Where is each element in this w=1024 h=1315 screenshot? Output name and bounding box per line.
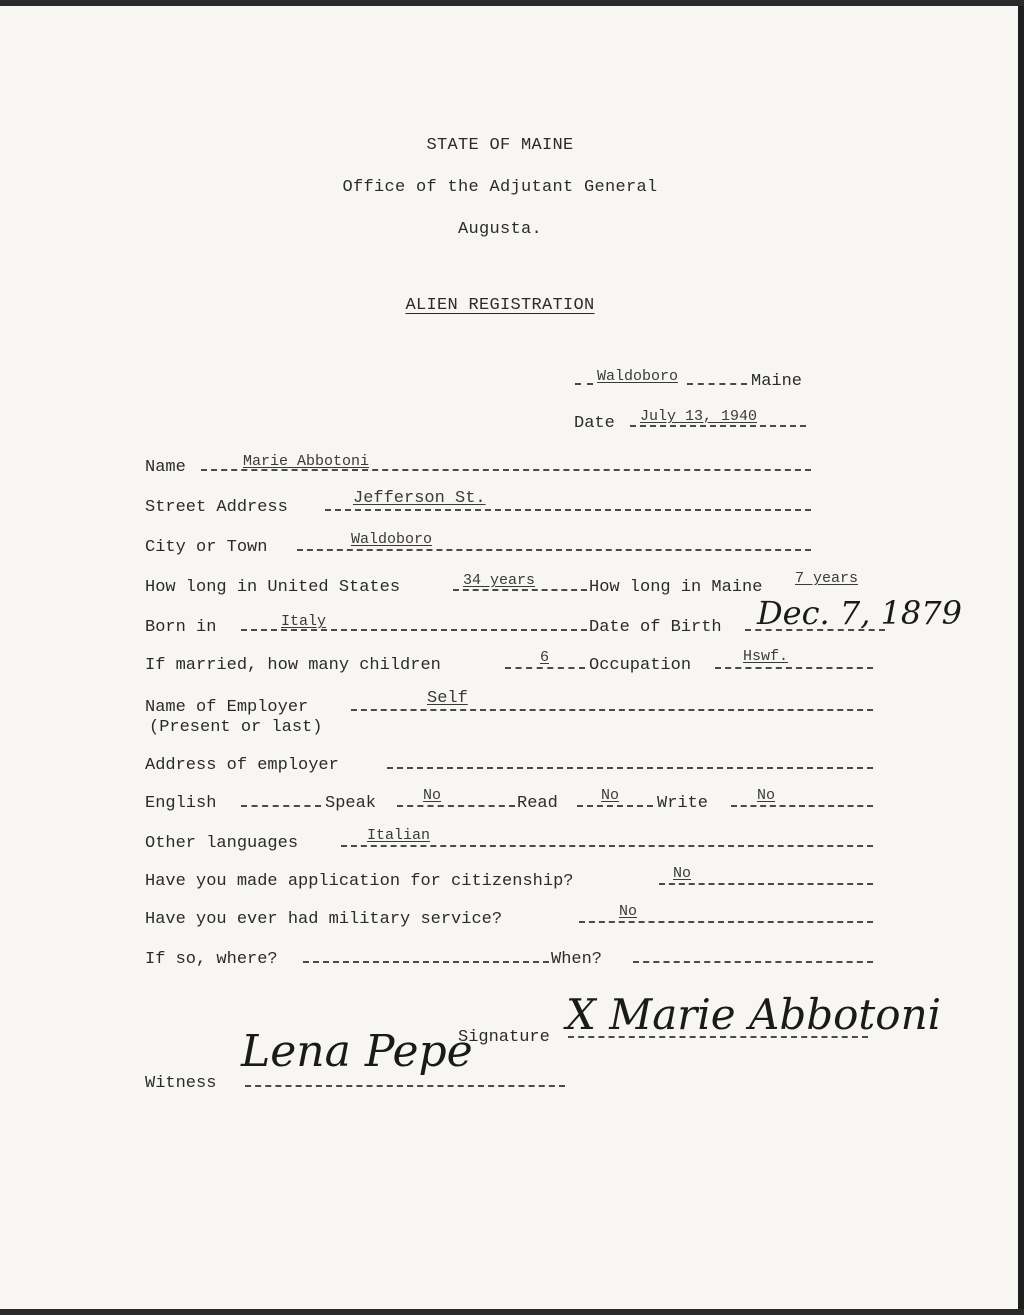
how-long-us-label: How long in United States — [145, 578, 401, 597]
military-row — [145, 903, 875, 934]
dash — [579, 921, 873, 923]
where-row — [145, 950, 875, 974]
children-row — [145, 648, 875, 680]
write-value: No — [757, 787, 776, 804]
street-value: Jefferson St. — [353, 489, 486, 508]
children-label: If married, how many children — [145, 656, 441, 675]
dash — [659, 883, 873, 885]
dash — [505, 667, 585, 669]
name-label: Name — [145, 458, 186, 477]
date-value: July 13, 1940 — [640, 408, 758, 425]
citizenship-value: No — [673, 865, 692, 882]
witness-value: Lena Pepe — [241, 1026, 473, 1077]
street-row — [145, 489, 815, 522]
speak-label: Speak — [325, 794, 377, 813]
header-office: Office of the Adjutant General — [342, 178, 658, 197]
dash — [577, 805, 653, 807]
city-label: City or Town — [145, 538, 268, 557]
citizenship-label: Have you made application for citizenship? — [145, 872, 574, 891]
place-town: Waldoboro — [597, 368, 679, 385]
military-value: No — [619, 903, 638, 920]
born-value: Italy — [281, 613, 327, 630]
occupation-value: Hswf. — [743, 648, 789, 665]
witness-label: Witness — [145, 1074, 217, 1093]
dash — [351, 709, 873, 711]
place-state: Maine — [751, 372, 803, 391]
languages-label: Other languages — [145, 834, 299, 853]
dash — [633, 961, 873, 963]
place-line — [575, 368, 815, 396]
born-label: Born in — [145, 618, 217, 637]
form-title: ALIEN REGISTRATION — [405, 296, 595, 315]
date-line — [574, 408, 814, 438]
english-label: English — [145, 794, 217, 813]
dob-value: Dec. 7, 1879 — [757, 594, 962, 632]
signature-value: X Marie Abbotoni — [566, 990, 942, 1039]
dash — [630, 425, 806, 427]
military-label: Have you ever had military service? — [145, 910, 503, 929]
city-row — [145, 531, 815, 562]
dash — [325, 509, 811, 511]
languages-row — [145, 827, 875, 858]
employer-address-row — [145, 756, 875, 780]
dash — [241, 805, 321, 807]
where-label: If so, where? — [145, 950, 278, 969]
name-row — [145, 453, 815, 482]
dash — [687, 383, 747, 385]
children-value: 6 — [540, 649, 550, 666]
employer-value: Self — [427, 689, 468, 708]
write-label: Write — [657, 794, 709, 813]
dash — [397, 805, 515, 807]
occupation-label: Occupation — [589, 656, 692, 675]
employer-label: Name of Employer — [145, 698, 309, 717]
when-label: When? — [551, 950, 603, 969]
read-value: No — [601, 787, 620, 804]
english-row — [145, 787, 875, 818]
citizenship-row — [145, 865, 875, 896]
city-value: Waldoboro — [351, 531, 433, 548]
born-row — [145, 594, 962, 642]
how-long-us-value: 34 years — [463, 572, 536, 589]
header-state: STATE OF MAINE — [426, 136, 574, 155]
document-page — [0, 6, 1024, 1309]
read-label: Read — [517, 794, 558, 813]
dob-label: Date of Birth — [589, 618, 722, 637]
street-label: Street Address — [145, 498, 288, 517]
how-long-maine-value: 7 years — [795, 570, 859, 587]
employer-sublabel: (Present or last) — [149, 718, 323, 737]
dash — [575, 383, 593, 385]
signature-label: Signature — [458, 1028, 550, 1047]
dash — [715, 667, 873, 669]
dash — [297, 549, 811, 551]
dash — [731, 805, 873, 807]
how-long-maine-label: How long in Maine — [589, 578, 763, 597]
dash — [453, 589, 587, 591]
employer-row — [145, 689, 875, 746]
signature-row — [458, 990, 978, 1068]
date-label: Date — [574, 414, 615, 433]
dash — [245, 1085, 565, 1087]
employer-address-label: Address of employer — [145, 756, 339, 775]
dash — [303, 961, 549, 963]
header-city: Augusta. — [457, 220, 542, 239]
dash — [387, 767, 873, 769]
speak-value: No — [423, 787, 442, 804]
name-value: Marie Abbotoni — [243, 453, 370, 470]
dash — [341, 845, 873, 847]
languages-value: Italian — [367, 827, 431, 844]
